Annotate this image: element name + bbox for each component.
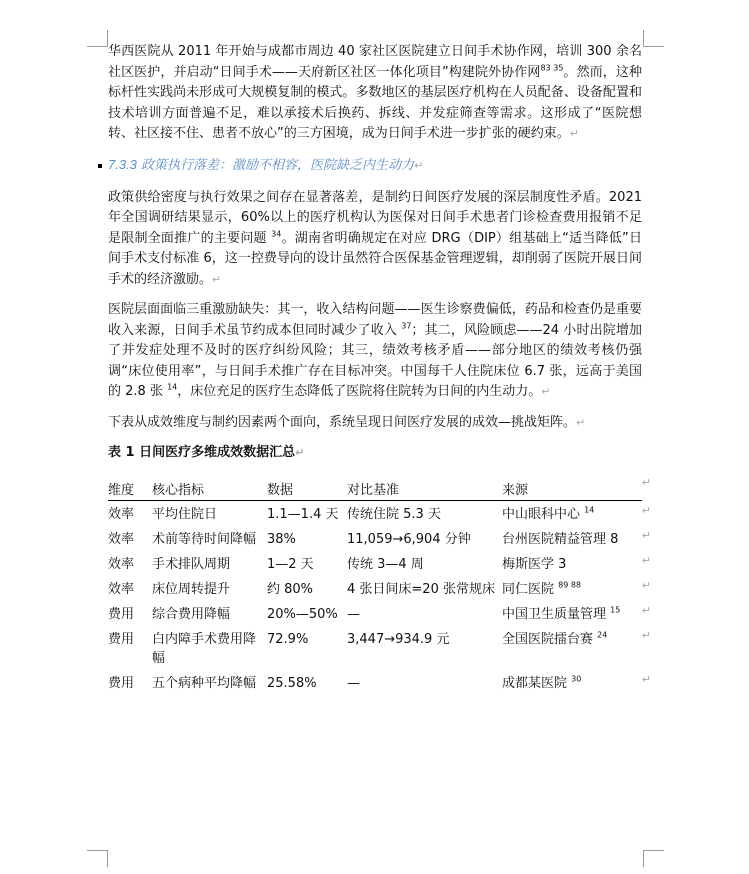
paragraph-mark: ↵ [576, 415, 586, 429]
table-row [108, 601, 642, 626]
row-end-mark: ↵ [641, 604, 651, 617]
header-cell[interactable]: 数据 [267, 473, 347, 501]
row-end-mark: ↵ [641, 504, 651, 517]
header-cell[interactable]: 对比基准 [347, 473, 502, 501]
citation-ref: 14 [167, 382, 178, 392]
table-cell[interactable]: 25.58% [267, 676, 317, 691]
paragraph-mark: ↵ [541, 385, 551, 398]
table-cell[interactable]: 梅斯医学 3 ↵ [502, 551, 642, 576]
table-row [108, 526, 642, 551]
table-cell[interactable]: 五个病种平均降幅 [152, 676, 257, 691]
header-cell[interactable]: 维度 [108, 473, 152, 501]
table-cell[interactable]: — [347, 676, 360, 691]
row-end-mark: ↵ [641, 629, 651, 642]
table-cell[interactable]: 效率 [108, 507, 135, 522]
table-cell[interactable]: 效率 [108, 582, 135, 597]
table-cell[interactable]: 费用 [108, 607, 135, 622]
row-end-mark: ↵ [641, 554, 651, 567]
table-cell[interactable]: 3,447→934.9 元 [347, 632, 450, 647]
table-cell[interactable]: 1.1—1.4 天 [267, 507, 339, 522]
row-end-mark: ↵ [641, 673, 651, 686]
table-row [108, 626, 642, 670]
table-cell[interactable]: 同仁医院 $^{89 88}$ ↵ [502, 576, 642, 601]
paragraph-mark: ↵ [569, 127, 579, 140]
table-cell[interactable]: 4 张日间床=20 张常规床 [347, 582, 495, 597]
table-cell[interactable]: 费用 [108, 676, 135, 691]
heading-bullet-icon [98, 164, 102, 168]
table-row [108, 670, 642, 695]
table-header-row [108, 473, 642, 501]
table-cell[interactable]: 中国卫生质量管理 $^{15}$ ↵ [502, 601, 642, 626]
citation-ref: 83 35 [540, 63, 564, 73]
crop-mark-top-left [87, 30, 108, 47]
citation-ref: 37 [401, 321, 412, 331]
table-cell[interactable]: 72.9% [267, 632, 309, 647]
table-cell[interactable]: 20%—50% [267, 607, 338, 622]
table-cell[interactable]: 1—2 天 [267, 557, 314, 572]
table-cell[interactable]: 38% [267, 532, 296, 547]
paragraph-mark: ↵ [212, 272, 222, 286]
header-cell[interactable]: 核心指标 [152, 473, 267, 501]
table-row [108, 576, 642, 601]
table-cell[interactable]: 约 80% [267, 582, 314, 597]
table-cell[interactable]: 全国医院擂台赛 $^{24}$ ↵ [502, 626, 642, 670]
citation-ref: 34 [271, 229, 282, 239]
table-cell[interactable]: 成都某医院 $^{30}$ ↵ [502, 670, 642, 695]
table-cell[interactable]: 白内障手术费用降幅 [152, 632, 257, 666]
crop-mark-bottom-left [87, 850, 108, 867]
row-end-mark: ↵ [641, 476, 651, 489]
table-cell[interactable]: 床位周转提升 [152, 582, 231, 597]
table-row [108, 501, 642, 527]
table-cell[interactable]: — [347, 607, 360, 622]
paragraph-mark: ↵ [295, 446, 305, 459]
table-cell[interactable]: 台州医院精益管理 8 ↵ [502, 526, 642, 551]
table-cell[interactable]: 费用 [108, 632, 135, 647]
table-cell[interactable]: 传统住院 5.3 天 [347, 507, 441, 522]
paragraph-2[interactable]: 政策供给密度与执行效果之间存在显著落差，是制约日间医疗发展的深层制度性矛盾。2021 年全国调研结果显示，60%以上的医疗机构认为医保对日间手术患者门诊检查费用报销不足是限制全面推广的主要问题 $^{34}$。湖南省明确规定在对应 DRG（DIP）组基础上“适当降低”日间手术支付标准 6，这一控费导向的设计虽然符合医保基金管理逻辑，却削弱了医院开展日间手术的经济激励。↵ [108, 189, 643, 287]
document-body[interactable] [108, 42, 651, 695]
paragraph-3[interactable]: 医院层面面临三重激励缺失：其一，收入结构问题——医生诊察费偏低，药品和检查仍是重要收入来源，日间手术虽节约成本但同时减少了收入 $^{37}$；其二，风险顾虑——24 小时出院增加了并发症处理不及时的医疗纠纷风险；其三，绩效考核矛盾——部分地区的绩效考核仍强调“床位使用率”，与日间手术推广存在目标冲突。中国每千人住院床位 6.7 张，远高于美国的 2.8 张 $^{14}$，床位充足的医疗生态降低了医院将住院转为日间的内生动力。↵ [108, 302, 642, 399]
header-cell[interactable]: 来源 ↵ [502, 473, 642, 501]
table-cell[interactable]: 平均住院日 [152, 507, 218, 522]
paragraph-mark: ↵ [414, 158, 424, 172]
row-end-mark: ↵ [641, 529, 651, 542]
heading-text: 政策执行落差：激励不相容，医院缺乏内生动力 [136, 157, 415, 173]
paragraph-4[interactable]: 下表从成效维度与制约因素两个面向，系统呈现日间医疗发展的成效—挑战矩阵。↵ [108, 414, 586, 430]
table-cell[interactable]: 综合费用降幅 [152, 607, 231, 622]
section-heading[interactable] [108, 155, 642, 176]
table-cell[interactable]: 传统 3—4 周 [347, 557, 424, 572]
crop-mark-bottom-right [643, 850, 664, 867]
table-cell[interactable]: 中山眼科中心 $^{14}$ ↵ [502, 501, 642, 527]
heading-number: 7.3.3 [108, 156, 137, 172]
table-cell[interactable]: 效率 [108, 532, 135, 547]
row-end-mark: ↵ [641, 579, 651, 592]
table-title[interactable]: 表 1 日间医疗多维成效数据汇总↵ [108, 445, 305, 460]
paragraph-1[interactable]: 华西医院从 2011 年开始与成都市周边 40 家社区医院建立日间手术协作网，培训 300 余名社区医护，并启动“日间手术——天府新区社区一体化项目”构建院外协作网$^{83 35}$。然而，这种标杆性实践尚未形成可大规模复制的模式。多数地区的基层医疗机构在人员配备、设备配置和技术培训方面普遍不足，难以承接术后换药、拆线、并发症筛查等需求。这形成了“医院想转、社区接不住、患者不放心”的三方困境，成为日间手术进一步扩张的硬约束。↵ [108, 44, 642, 141]
table-cell[interactable]: 效率 [108, 557, 135, 572]
table-row [108, 551, 642, 576]
table-cell[interactable]: 11,059→6,904 分钟 [347, 532, 471, 547]
results-table[interactable] [108, 473, 651, 695]
table-cell[interactable]: 手术排队周期 [152, 557, 231, 572]
table-cell[interactable]: 术前等待时间降幅 [152, 532, 257, 547]
crop-mark-top-right [643, 30, 664, 47]
